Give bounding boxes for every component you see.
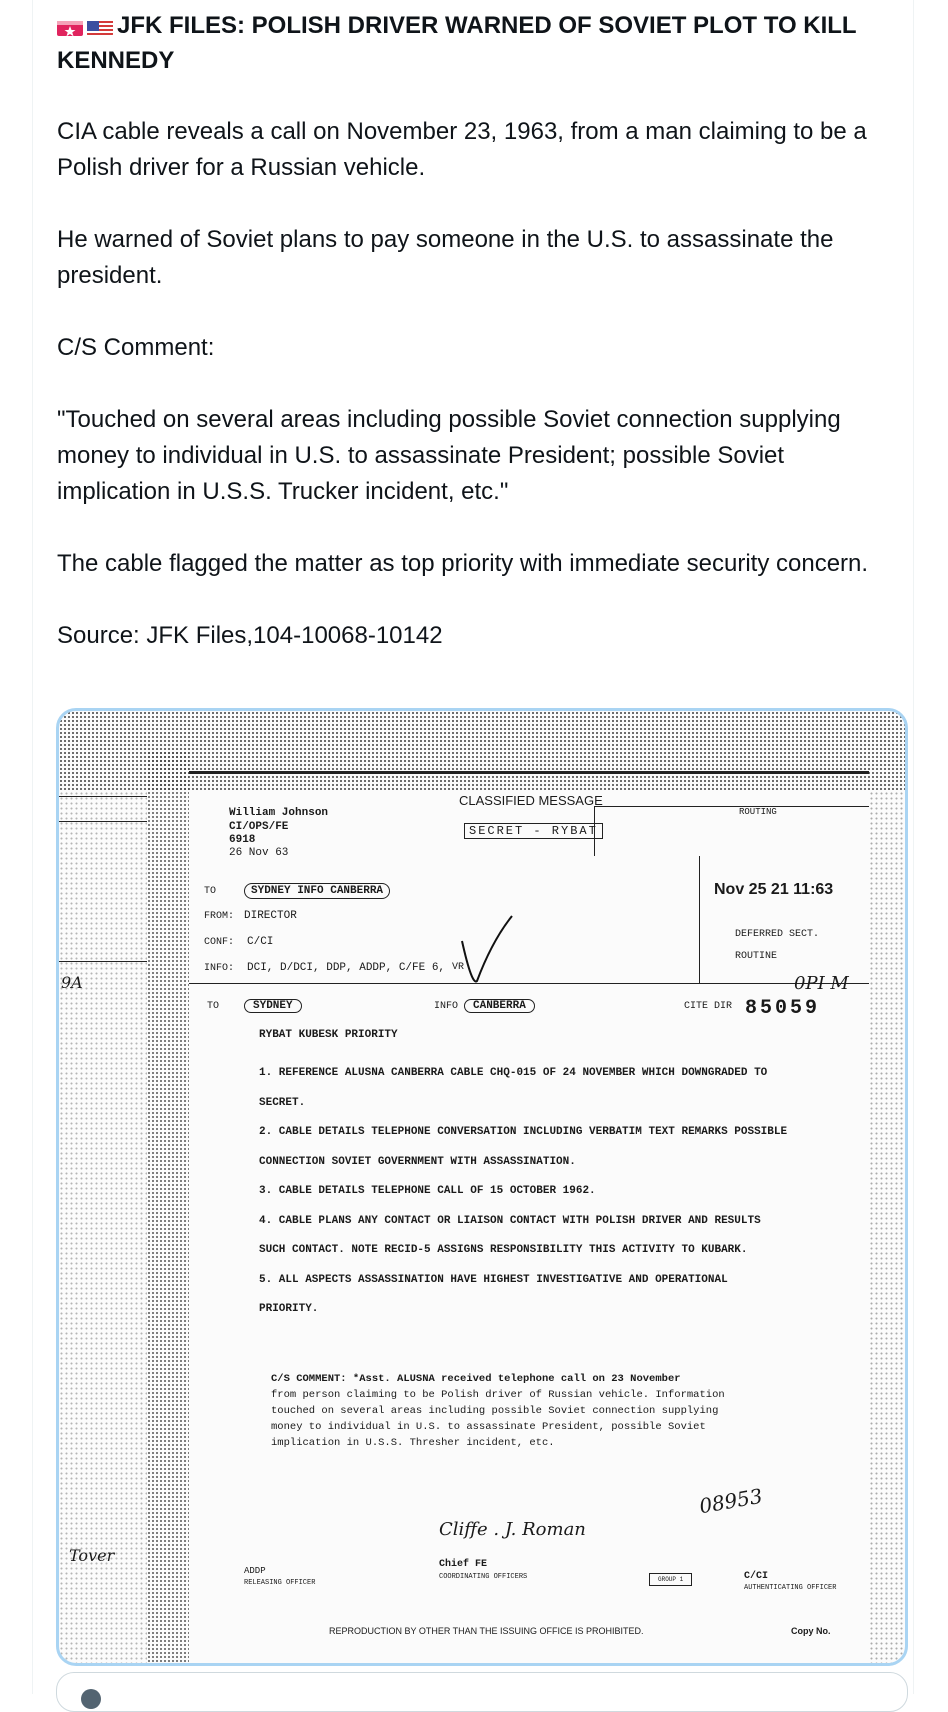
scan-noise-binding (147, 751, 189, 1663)
handwritten-time: 0PI M (794, 973, 849, 994)
headline-text: JFK FILES: POLISH DRIVER WARNED OF SOVIET PLOT TO KILL KENNEDY (57, 12, 857, 74)
releasing-officer-label: RELEASING OFFICER (244, 1579, 316, 1587)
avatar[interactable] (81, 1689, 101, 1709)
info2-value: CANBERRA (464, 999, 535, 1013)
addp-label: ADDP (244, 1566, 266, 1576)
cite-dir-label: CITE DIR (684, 1001, 733, 1012)
to2-value: SYDNEY (244, 999, 302, 1013)
comment-line: touched on several areas including possible Soviet connection supplying (271, 1405, 719, 1417)
group-box: GROUP 1 (649, 1573, 692, 1586)
conf-label: CONF: (204, 937, 235, 948)
us-flag-icon (87, 16, 113, 36)
routing-label: ROUTING (739, 807, 777, 817)
rybat-line: RYBAT KUBESK PRIORITY (259, 1029, 398, 1041)
info-label: INFO: (204, 963, 235, 974)
left-signature: Tover (69, 1546, 115, 1565)
orig-ext: 6918 (229, 834, 256, 846)
post-paragraph: He warned of Soviet plans to pay someone in the U.S. to assassinate the president. (57, 226, 834, 289)
authenticating-officer-label: AUTHENTICATING OFFICER (744, 1584, 837, 1592)
body-line: SECRET. (259, 1096, 306, 1109)
handwritten-check (457, 911, 527, 991)
post-quote: "Touched on several areas including possible Soviet connection supplying money to individual in U.S. to assassinate President; possible Soviet implication in U.S.S. Trucker incident, etc." (57, 406, 841, 505)
vr-box: VR (452, 962, 465, 973)
coordinating-officers-label: COORDINATING OFFICERS (439, 1573, 528, 1581)
comment-line: money to individual in U.S. to assassinate President, possible Soviet (271, 1421, 706, 1433)
chief-fe-label: Chief FE (439, 1559, 488, 1570)
conf-value: C/CI (247, 936, 274, 948)
footer-notice: REPRODUCTION BY OTHER THAN THE ISSUING OFFICE IS PROHIBITED. (329, 1626, 644, 1636)
post-paragraph: The cable flagged the matter as top priority with immediate security concern. (57, 550, 869, 577)
orig-date: 26 Nov 63 (229, 847, 289, 859)
handwritten-number: 08953 (697, 1483, 765, 1519)
routine-label: ROUTINE (735, 951, 778, 962)
post-source: Source: JFK Files,104-10068-10142 (57, 622, 443, 649)
margin-mark: 9A (61, 973, 83, 992)
to2-label: TO (207, 1001, 220, 1012)
info2-label: INFO (434, 1001, 459, 1012)
to-label: TO (204, 886, 217, 897)
mars-flag-icon (57, 16, 83, 36)
body-line: CONNECTION SOVIET GOVERNMENT WITH ASSASSINATION. (259, 1155, 576, 1168)
time-stamp: Nov 25 21 11:63 (714, 881, 834, 898)
cci-label: C/CI (744, 1571, 769, 1582)
sect-label: DEFERRED SECT. (735, 929, 820, 940)
post-headline (57, 8, 902, 78)
comment-line: implication in U.S.S. Thresher incident, etc. (271, 1437, 555, 1449)
orig-name: William Johnson (229, 807, 329, 819)
classified-message-document (59, 711, 905, 1663)
scan-noise-left (59, 791, 147, 1663)
body-line: 4. CABLE PLANS ANY CONTACT OR LIAISON CONTACT WITH POLISH DRIVER AND RESULTS (259, 1214, 761, 1227)
body-line: 2. CABLE DETAILS TELEPHONE CONVERSATION INCLUDING VERBATIM TEXT REMARKS POSSIBLE (259, 1126, 788, 1138)
info-value: DCI, D/DCI, DDP, ADDP, C/FE 6, (247, 962, 446, 974)
to-value: SYDNEY INFO CANBERRA (244, 883, 390, 899)
post-paragraph: CIA cable reveals a call on November 23, 1963, from a man claiming to be a Polish driver for a Russian vehicle. (57, 118, 867, 181)
roman-signature: Cliffe . J. Roman (439, 1519, 586, 1540)
header-title: CLASSIFIED MESSAGE (459, 793, 603, 808)
next-post-card[interactable] (56, 1672, 908, 1712)
from-value: DIRECTOR (244, 910, 297, 922)
body-line: SUCH CONTACT. NOTE RECID-5 ASSIGNS RESPONSIBILITY THIS ACTIVITY TO KUBARK. (259, 1244, 748, 1256)
cable-body (259, 1059, 859, 1325)
copy-number: Copy No. (791, 1626, 831, 1636)
body-line: 3. CABLE DETAILS TELEPHONE CALL OF 15 OCTOBER 1962. (259, 1185, 596, 1197)
body-line: 1. REFERENCE ALUSNA CANBERRA CABLE CHQ-015 OF 24 NOVEMBER WHICH DOWNGRADED TO (259, 1067, 768, 1079)
body-line: 5. ALL ASPECTS ASSASSINATION HAVE HIGHEST INVESTIGATIVE AND OPERATIONAL (259, 1273, 728, 1286)
from-label: FROM: (204, 911, 235, 922)
orig-unit: CI/OPS/FE (229, 821, 289, 833)
comment-line: C/S COMMENT: *Asst. ALUSNA received telephone call on 23 November (271, 1373, 681, 1385)
comment-line: from person claiming to be Polish driver of Russian vehicle. Information (271, 1389, 725, 1401)
post-body (57, 8, 902, 654)
scan-noise-right (869, 791, 905, 1663)
cite-number: 85059 (745, 997, 821, 1020)
attached-document-image[interactable] (56, 708, 908, 1666)
secret-classification: SECRET - RYBAT (464, 823, 603, 839)
cs-comment (271, 1371, 851, 1451)
body-line: PRIORITY. (259, 1303, 319, 1315)
post-paragraph: C/S Comment: (57, 334, 215, 361)
